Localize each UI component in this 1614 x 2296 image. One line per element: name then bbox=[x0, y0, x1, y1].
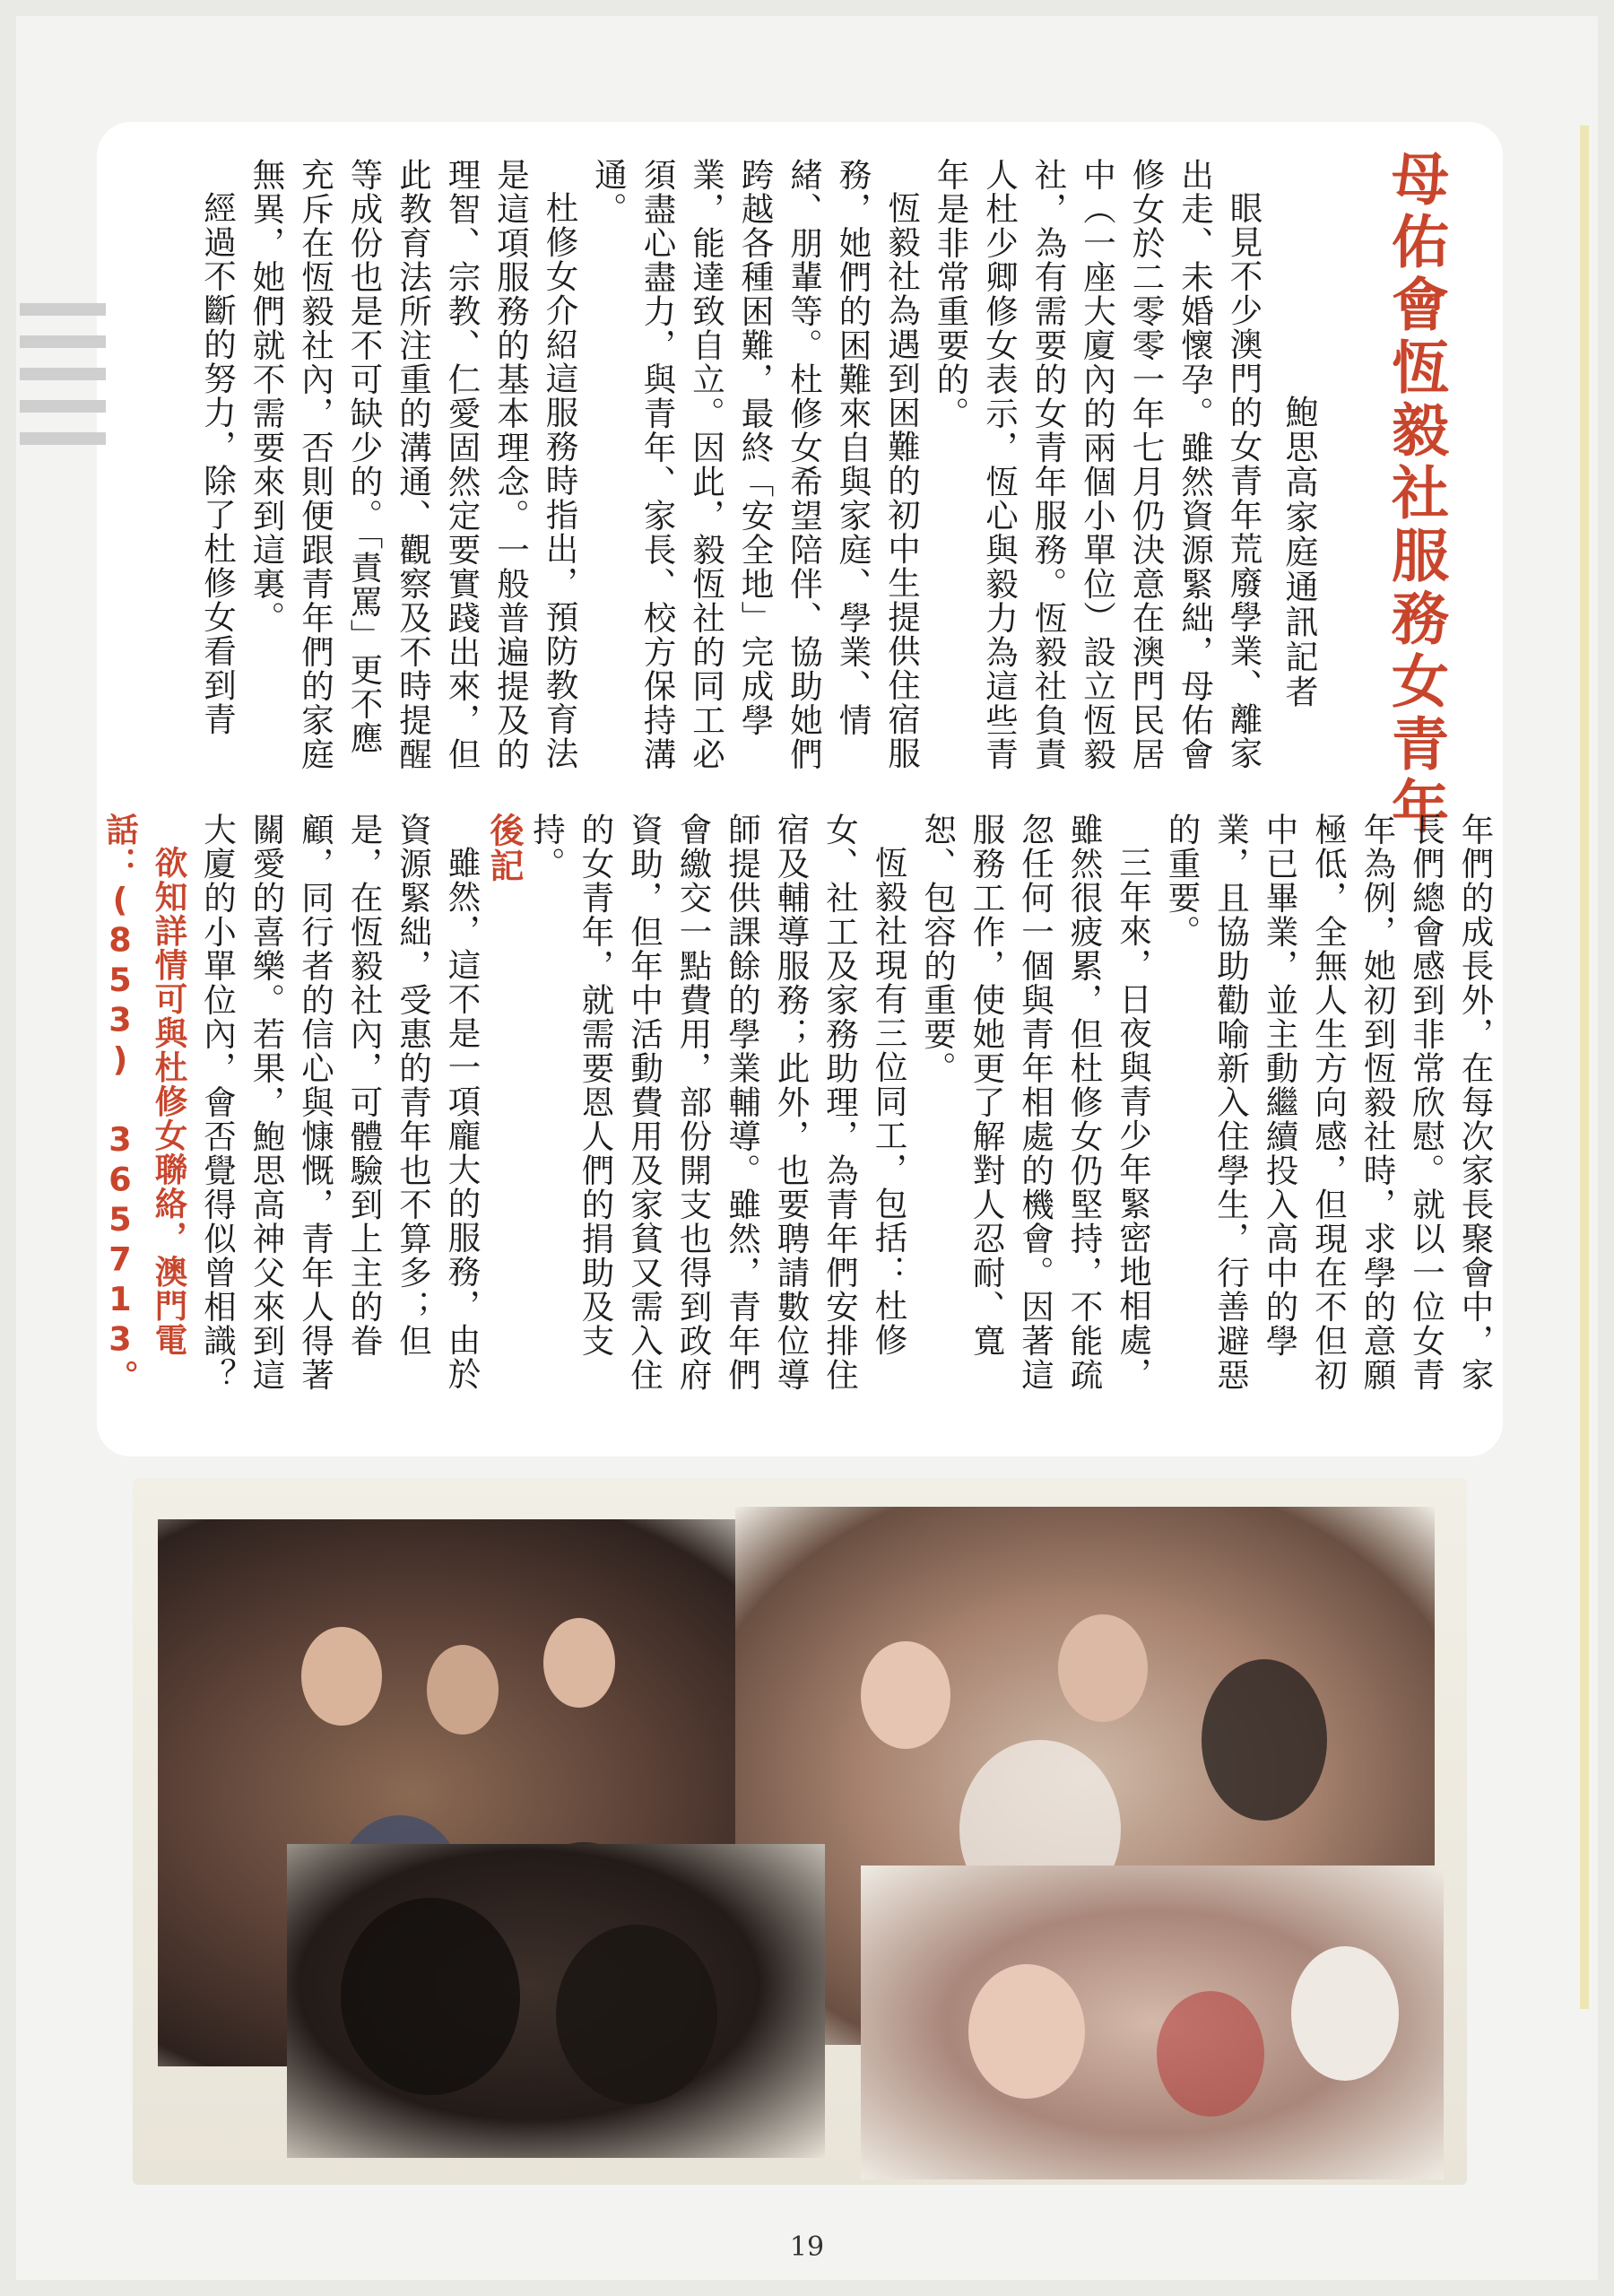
paragraph: 眼見不少澳門的女青年荒廢學業、離家出走、未婚懷孕。雖然資源緊絀，母佑會修女於二零零一年七月仍決意在澳門民居中（一座大廈內的兩個小單位）設立恆毅社，為有需要的女青年服務。恆毅社負責人杜少卿修女表示，恆心與毅力為這些青年是非常重要的。 bbox=[932, 158, 1263, 771]
stripe bbox=[20, 400, 106, 413]
afterword-text: 雖然，這不是一項龐大的服務，由於資源緊絀，受惠的青年也不算多；但是，在恆毅社內，可體驗到上主的眷顧，同行者的信心與慷慨，青年人得著關愛的喜樂。若果，鮑思高神父來到這大廈的小單位內，會否覺得似曾相識？ bbox=[198, 813, 482, 1392]
craft-photo-left bbox=[287, 1844, 825, 2158]
paragraph: 恆毅社現有三位同工，包括：杜修女、社工及家務助理，為青年們安排住宿及輔導服務；此外，也要聘請數位導師提供課餘的學業輔導。雖然，青年們會繳交一點費用，部份開支也得到政府資助，但年中活動費用及家貧又需入住的女青年，就需要恩人們的捐助及支持。 bbox=[527, 813, 908, 1392]
article-column-2 bbox=[100, 813, 1499, 1415]
craft-photo-right bbox=[861, 1866, 1444, 2179]
stripe bbox=[20, 368, 106, 380]
paragraph: 杜修女介紹這服務時指出，預防教育法是這項服務的基本理念。一般普遍提及的理智、宗教、仁愛固然定要實踐出來，但此教育法所注重的溝通、觀察及不時提醒等成份也是不可缺少的。「責罵」更不應充斥在恆毅社內，否則便跟青年們的家庭無異，她們就不需要來到這裏。 bbox=[247, 158, 579, 771]
decorative-stripes bbox=[20, 303, 106, 465]
article-author: 鮑思高家庭通訊記者 bbox=[1280, 395, 1318, 709]
stripe bbox=[20, 432, 106, 445]
page-number: 19 bbox=[789, 2231, 825, 2263]
page-edge-mark bbox=[1580, 126, 1589, 2009]
afterword-heading: 後記 bbox=[484, 813, 524, 883]
paragraph: 恆毅社為遇到困難的初中生提供住宿服務，她們的困難來自與家庭、學業、情緒、朋輩等。杜修女希望陪伴、協助她們跨越各種困難，最終「安全地」完成學業，能達致自立。因此，毅恆社的同工必須盡心盡力，與青年、家長、校方保持溝通。 bbox=[589, 158, 922, 771]
article-column-1 bbox=[198, 158, 1268, 786]
paragraph: 三年來，日夜與青少年緊密地相處，雖然很疲累，但杜修女仍堅持，不能疏忽任何一個與青年相處的機會。因著這服務工作，使她更了解對人忍耐、寬恕、包容的重要。 bbox=[918, 813, 1153, 1392]
contact-info: 欲知詳情可與杜修女聯絡，澳門電話：(853) 365713。 bbox=[100, 813, 188, 1394]
paragraph: 年們的成長外，在每次家長聚會中，家長們總會感到非常欣慰。就以一位女青年為例，她初到恆毅社時，求學的意願極低，全無人生方向感，但現在不但初中已畢業，並主動繼續投入高中的學業，且協助勸喻新入住學生，行善避惡的重要。 bbox=[1163, 813, 1495, 1392]
paragraph: 經過不斷的努力，除了杜修女看到青 bbox=[198, 190, 238, 736]
stripe bbox=[20, 303, 106, 316]
stripe bbox=[20, 335, 106, 348]
article-title: 母佑會恆毅社服務女青年 bbox=[1382, 149, 1448, 839]
